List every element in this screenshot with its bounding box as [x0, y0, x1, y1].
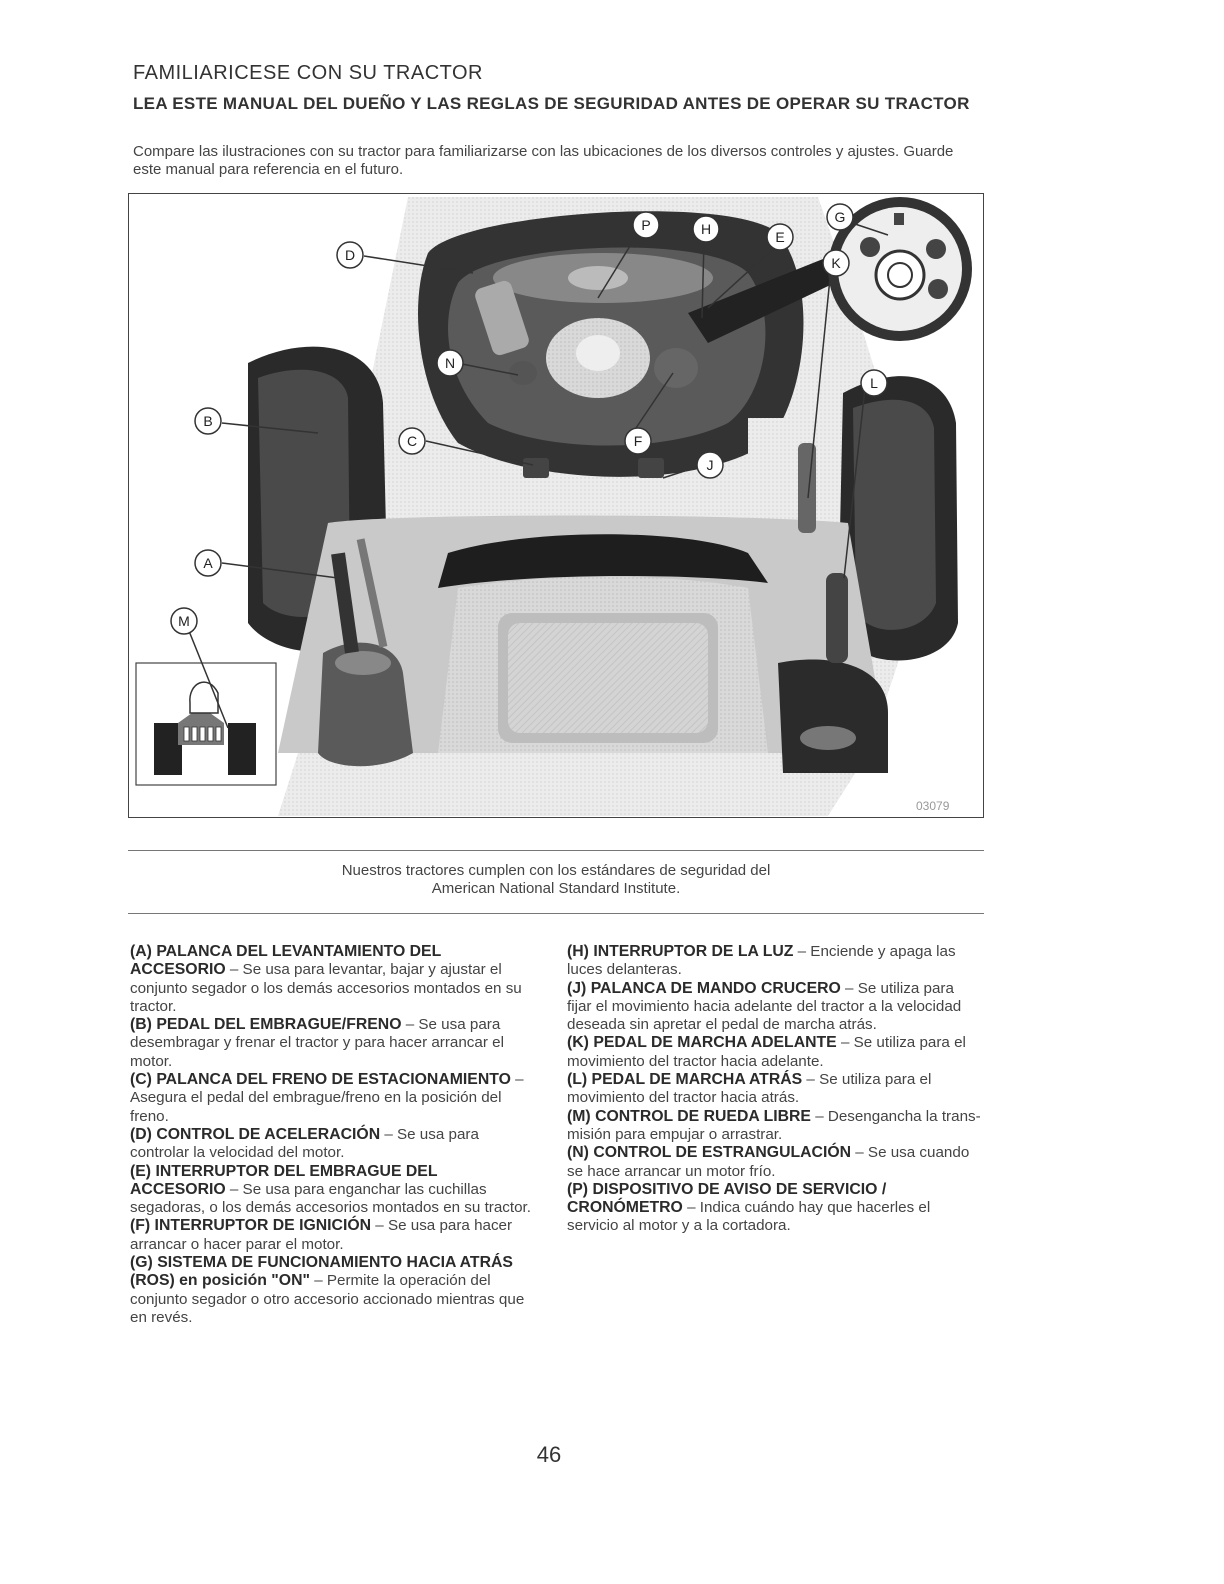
callout-l [861, 370, 887, 396]
description-label: (B) PEDAL DEL EMBRAGUE/FRENO [130, 1016, 402, 1034]
callout-m [171, 608, 197, 634]
divider-bottom [128, 913, 984, 914]
svg-text:D: D [344, 247, 356, 263]
page-number: 46 [536, 1442, 562, 1467]
description-label: (C) PALANCA DEL FRENO DE ESTACIONAMIENTO [130, 1071, 511, 1089]
description-item [567, 943, 982, 980]
description-text: – Se utiliza para el movimiento del tractor hacia atrás. [567, 1071, 932, 1107]
description-item [130, 1217, 532, 1254]
description-item [567, 1108, 982, 1145]
standards-line-1: Nuestros tractores cumplen con los estándares de seguridad del [341, 862, 771, 879]
callout-f [625, 428, 651, 454]
description-item [130, 1071, 532, 1126]
svg-text:J: J [706, 457, 714, 473]
description-text: – Asegura el pedal del embrague/freno en la posición del freno. [130, 1071, 524, 1125]
callout-b [195, 408, 221, 434]
description-label: (M) CONTROL DE RUEDA LIBRE [567, 1107, 811, 1125]
callout-g [827, 204, 853, 230]
svg-text:C: C [406, 433, 418, 449]
svg-text:H: H [700, 221, 712, 237]
callout-a [195, 550, 221, 576]
svg-text:B: B [203, 413, 213, 429]
callout-n [437, 350, 463, 376]
description-item [130, 1254, 532, 1327]
description-label: (P) DISPOSITIVO DE AVISO DE SERVICIO / CRONÓMETRO [567, 1180, 887, 1217]
description-text: – Se utiliza para fijar el movimiento hacia adelante del tractor a la velocidad deseada sin apretar el pedal de marcha atrás. [567, 979, 962, 1034]
description-item [130, 1016, 532, 1071]
svg-text:F: F [633, 433, 643, 449]
description-label: (E) INTERRUPTOR DEL EMBRAGUE DEL ACCESORIO [130, 1162, 438, 1198]
callout-j [697, 452, 723, 478]
page-title: FAMILIARICESE CON SU TRACTOR [133, 62, 483, 84]
svg-text:E: E [775, 229, 785, 245]
tractor-controls-illustration [128, 193, 984, 818]
svg-text:G: G [834, 209, 846, 225]
description-label: (F) INTERRUPTOR DE IGNICIÓN [130, 1217, 372, 1235]
description-item [567, 1144, 982, 1181]
svg-text:P: P [641, 217, 651, 233]
description-text: – Se utiliza para el movimiento del tractor hacia adelante. [567, 1034, 966, 1070]
callout-h [693, 216, 719, 242]
description-text: – Se usa para hacer arrancar o hacer parar el motor. [130, 1217, 513, 1253]
description-label: (A) PALANCA DEL LEVANTAMIENTO DEL ACCESORIO [130, 943, 441, 979]
description-item [567, 1071, 982, 1108]
svg-text:M: M [178, 613, 190, 629]
description-text: – Se usa cuando se hace arrancar un motor frío. [567, 1144, 970, 1180]
description-text: – Se usa para enganchar las cuchillas segadoras, o los demás accesorios montados en su tractor. [130, 1180, 531, 1217]
description-text: – Se usa para desembragar y frenar el tractor y para hacer arrancar el motor. [130, 1016, 504, 1070]
svg-text:L: L [870, 375, 878, 391]
description-text: – Desengancha la trans-misión para empujar o arrastrar. [567, 1107, 981, 1143]
description-label: (N) CONTROL DE ESTRANGULACIÓN [567, 1144, 852, 1162]
standards-note [128, 862, 984, 898]
description-text: – Se usa para levantar, bajar y ajustar el conjunto segador o los demás accesorios montados en su tractor. [130, 961, 522, 1015]
description-item [130, 1163, 532, 1218]
descriptions-left-column [130, 943, 532, 1327]
standards-line-2: American National Standard Institute. [431, 880, 681, 897]
callout-k [823, 250, 849, 276]
descriptions-right-column [567, 943, 982, 1236]
description-text: – Permite la operación del conjunto segador o otro accesorio accionado mientras que en revés. [130, 1272, 525, 1326]
figure-code: 03079 [916, 799, 950, 813]
description-label: (J) PALANCA DE MANDO CRUCERO [567, 979, 841, 997]
description-text: – Indica cuándo hay que hacerles el servicio al motor y a la cortadora. [567, 1199, 931, 1235]
page-subtitle: LEA ESTE MANUAL DEL DUEÑO Y LAS REGLAS DE SEGURIDAD ANTES DE OPERAR SU TRACTOR [133, 94, 970, 113]
description-item [567, 1034, 982, 1071]
callout-d [337, 242, 363, 268]
callout-p [633, 212, 659, 238]
svg-text:A: A [203, 555, 213, 571]
description-item [567, 980, 982, 1035]
description-text: – Enciende y apaga las luces delanteras. [567, 943, 956, 979]
description-text: – Se usa para controlar la velocidad del motor. [130, 1125, 479, 1162]
svg-text:N: N [444, 355, 456, 371]
description-item [130, 1126, 532, 1163]
description-label: (L) PEDAL DE MARCHA ATRÁS [567, 1071, 803, 1089]
description-label: (K) PEDAL DE MARCHA ADELANTE [567, 1034, 837, 1052]
description-label: (G) SISTEMA DE FUNCIONAMIENTO HACIA ATRÁS (ROS) en posición "ON" [130, 1254, 513, 1290]
description-item [130, 943, 532, 1016]
svg-text:K: K [831, 255, 841, 271]
description-label: (H) INTERRUPTOR DE LA LUZ [567, 943, 794, 960]
description-item [567, 1181, 982, 1236]
intro-paragraph: Compare las ilustraciones con su tractor para familiarizarse con las ubicaciones de los diversos controles y ajustes. Guarde este manual para referencia en el futuro. [133, 143, 954, 178]
callout-e [767, 224, 793, 250]
callout-c [399, 428, 425, 454]
description-label: (D) CONTROL DE ACELERACIÓN [130, 1125, 381, 1143]
divider-top [128, 850, 984, 851]
